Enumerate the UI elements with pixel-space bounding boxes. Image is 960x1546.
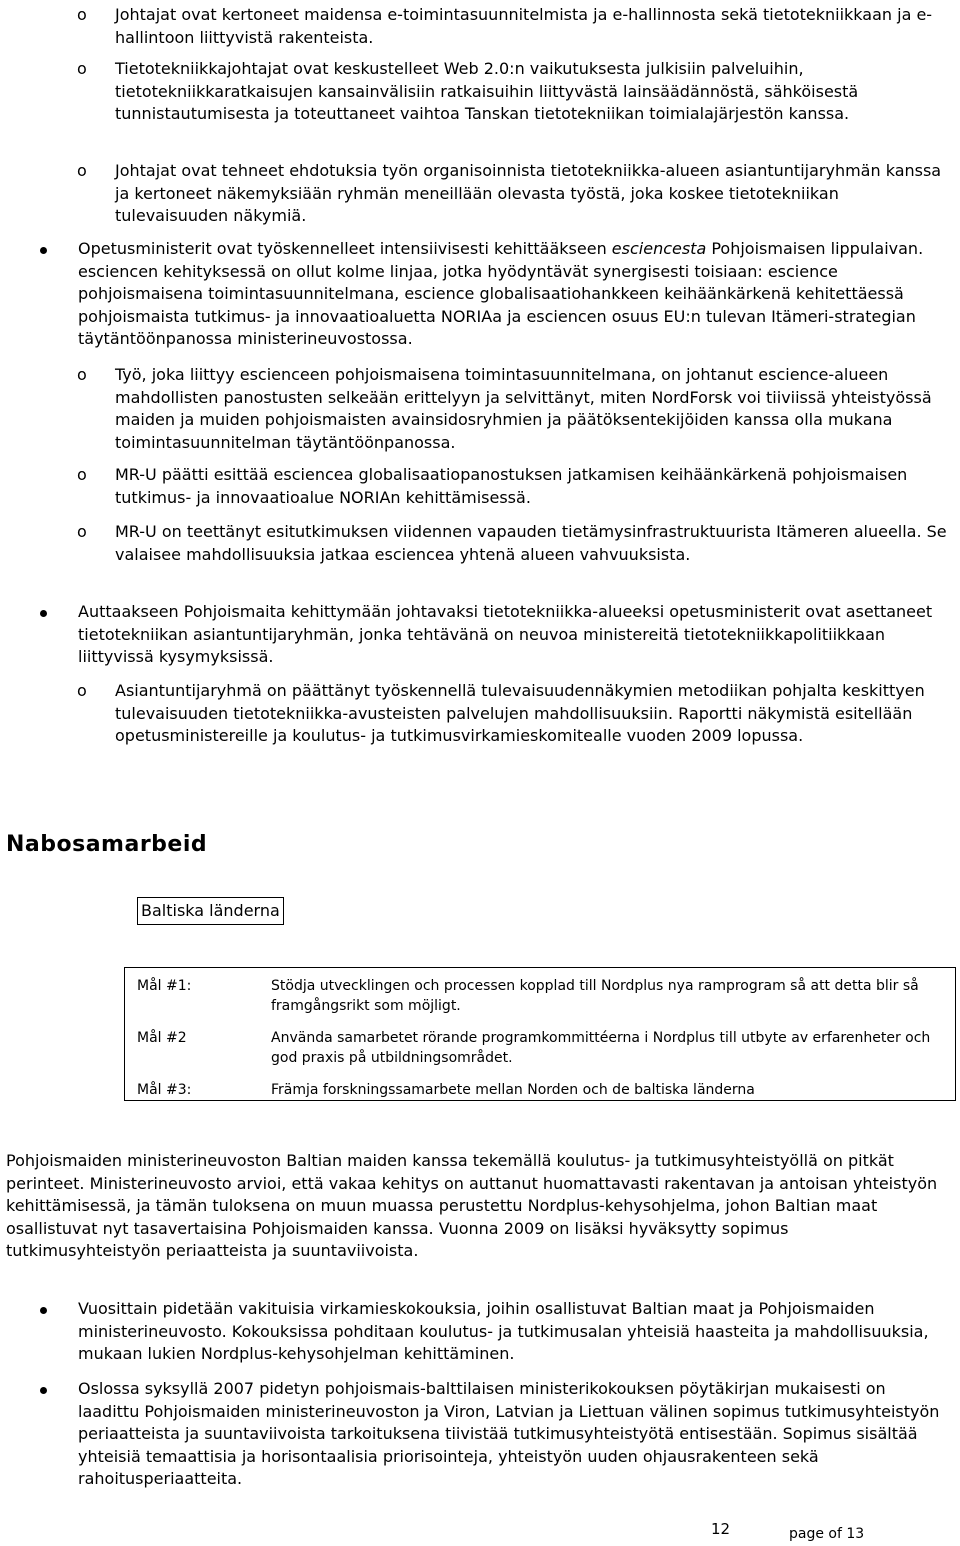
- list-item: Johtajat ovat tehneet ehdotuksia työn organisoinnista tietotekniikka-alueen asiantuntijaryhmän kanssa ja kertoneet näkemyksiään ryhmän meneillään olevasta työstä, joka koskee tietotekniikan tulevaisuuden näkymiä.: [115, 161, 942, 225]
- goals-table: [124, 967, 956, 1101]
- text-run: Opetusministerit ovat työskennelleet intensiivisesti kehittääkseen: [78, 239, 612, 258]
- sub-bullet-marker: o: [77, 161, 87, 180]
- sub-bullet-marker: o: [77, 522, 87, 541]
- bullet-marker: [40, 601, 54, 624]
- sub-bullet-marker: o: [77, 5, 87, 24]
- list-item: Johtajat ovat kertoneet maidensa e-toimintasuunnitelmista ja e-hallinnosta sekä tietotekniikkaan ja e-hallintoon liittyvistä rakenteista.: [115, 5, 933, 47]
- sub-bullet-marker: o: [77, 681, 87, 700]
- list-item: Vuosittain pidetään vakituisia virkamieskokouksia, joihin osallistuvat Baltian maat ja Pohjoismaiden ministerineuvosto. Kokouksissa pohditaan koulutus- ja tutkimusalan yhteisiä haasteita ja mahdollisuuksia, mukaan lukien Nordplus-kehysohjelman kehittäminen.: [78, 1299, 929, 1363]
- sub-bullet-marker: o: [77, 59, 87, 78]
- section-heading: Nabosamarbeid: [6, 832, 208, 857]
- list-item: Työ, joka liittyy escienceen pohjoismaisena toimintasuunnitelmana, on johtanut escience-alueen mahdollisten panostusten selkeään erittelyyn ja selvittänyt, miten NordForsk voi tiiviissä yhteistyössä maiden ja muiden pohjoismaisten avainsidosryhmien ja päätöksentekijöiden kanssa olla mukana toimintasuunnitelman täytäntöönpanossa.: [115, 365, 932, 452]
- list-item: MR-U on teettänyt esitutkimuksen viidennen vapauden tietämysinfrastruktuurista Itämeren alueella. Se valaisee mahdollisuuksia jatkaa esciencea yhtenä alueen vahvuuksista.: [115, 522, 947, 564]
- list-item: MR-U päätti esittää esciencea globalisaatiopanostuksen jatkamisen keihäänkärkenä pohjoismaisen tutkimus- ja innovaatioalue NORIAn kehittämisessä.: [115, 465, 908, 507]
- body-paragraph: Pohjoismaiden ministerineuvoston Baltian maiden kanssa tekemällä koulutus- ja tutkimusyhteistyöllä on pitkät perinteet. Ministerineuvosto arvioi, että vakaa kehitys on auttanut huomattavasti rakentavan ja antoisan yhteistyön kehittämisessä, ja tämän tuloksena on muun muassa perustettu Nordplus-kehysohjelma, johon Baltian maat osallistuvat nyt tasavertaisina Pohjoismaiden kanssa. Vuonna 2009 on lisäksi hyväksytty sopimus tutkimusyhteistyön periaatteista ja suuntaviivoista.: [6, 1151, 938, 1260]
- goal-text: Använda samarbetet rörande programkommittéerna i Nordplus till utbyte av erfarenheter och god praxis på utbildningsområdet.: [271, 1030, 931, 1066]
- bullet-marker: [40, 1298, 54, 1321]
- sub-bullet-marker: o: [77, 365, 87, 384]
- goal-label: Mål #3:: [137, 1082, 192, 1098]
- list-item: Tietotekniikkajohtajat ovat keskustelleet Web 2.0:n vaikutuksesta julkisiin palveluihin, tietotekniikkaratkaisujen kansainvälisiin ratkaisuihin liittyvästä lainsäädännöstä, sähköisestä tunnistautumisesta ja toteuttaneet vaihtoa Tanskan tietotekniikan toimialajärjestön kanssa.: [115, 59, 859, 123]
- emphasis-text: esciencesta: [611, 239, 707, 258]
- goal-text: Främja forskningssamarbete mellan Norden och de baltiska länderna: [271, 1082, 755, 1098]
- goal-label: Mål #1:: [137, 978, 192, 994]
- list-item: Auttaakseen Pohjoismaita kehittymään johtavaksi tietotekniikka-alueeksi opetusministerit ovat asettaneet tietotekniikan asiantuntijaryhmän, jonka tehtävänä on neuvoa ministereitä tietotekniikkapolitiikkaan liittyvissä kysymyksissä.: [78, 602, 933, 666]
- goal-text: Stödja utvecklingen och processen kopplad till Nordplus nya ramprogram så att detta blir så framgångsrikt som möjligt.: [271, 978, 919, 1014]
- subsection-title: Baltiska länderna: [137, 897, 284, 925]
- bullet-marker: [40, 238, 54, 261]
- sub-bullet-marker: o: [77, 465, 87, 484]
- text-run: Pohjoismaisen lippulaivan. esciencen kehityksessä on ollut kolme linjaa, jotka hyödyntävät synergisesti toisiaan: escience pohjoismaisena toimintasuunnitelmana, escience globalisaatiohankkeen keihäänkärkenä kehitettäessä pohjoismaista tutkimus- ja innovaatioaluetta NORIAa ja esciencen osuus EU:n tulevan Itämeri-strategian täytäntöönpanossa ministerineuvostossa.: [78, 239, 924, 348]
- list-item: Asiantuntijaryhmä on päättänyt työskennellä tulevaisuudennäkymien metodiikan pohjalta keskittyen tulevaisuuden tietotekniikka-avusteisten palvelujen mahdollisuuksiin. Raportti näkymistä esitellään opetusministereille ja koulutus- ja tutkimusvirkamieskomitealle vuoden 2009 lopussa.: [115, 681, 925, 745]
- list-item: Oslossa syksyllä 2007 pidetyn pohjoismais-balttilaisen ministerikokouksen pöytäkirjan mukaisesti on laadittu Pohjoismaiden ministerineuvoston ja Viron, Latvian ja Liettuan välinen sopimus tutkimusyhteistyön periaatteista ja suuntaviivoista tarkoituksena tiivistää tutkimusyhteistyötä entisestään. Sopimus sisältää yhteisiä temaattisia ja horisontaalisia priorisointeja, yhteistyön uuden ohjausrakenteen sekä rahoitusperiaatteita.: [78, 1379, 940, 1488]
- goal-label: Mål #2: [137, 1030, 187, 1046]
- page-number: 12: [711, 1520, 731, 1538]
- page-count: page of 13: [789, 1526, 865, 1542]
- bullet-marker: [40, 1378, 54, 1401]
- list-item: [78, 238, 948, 351]
